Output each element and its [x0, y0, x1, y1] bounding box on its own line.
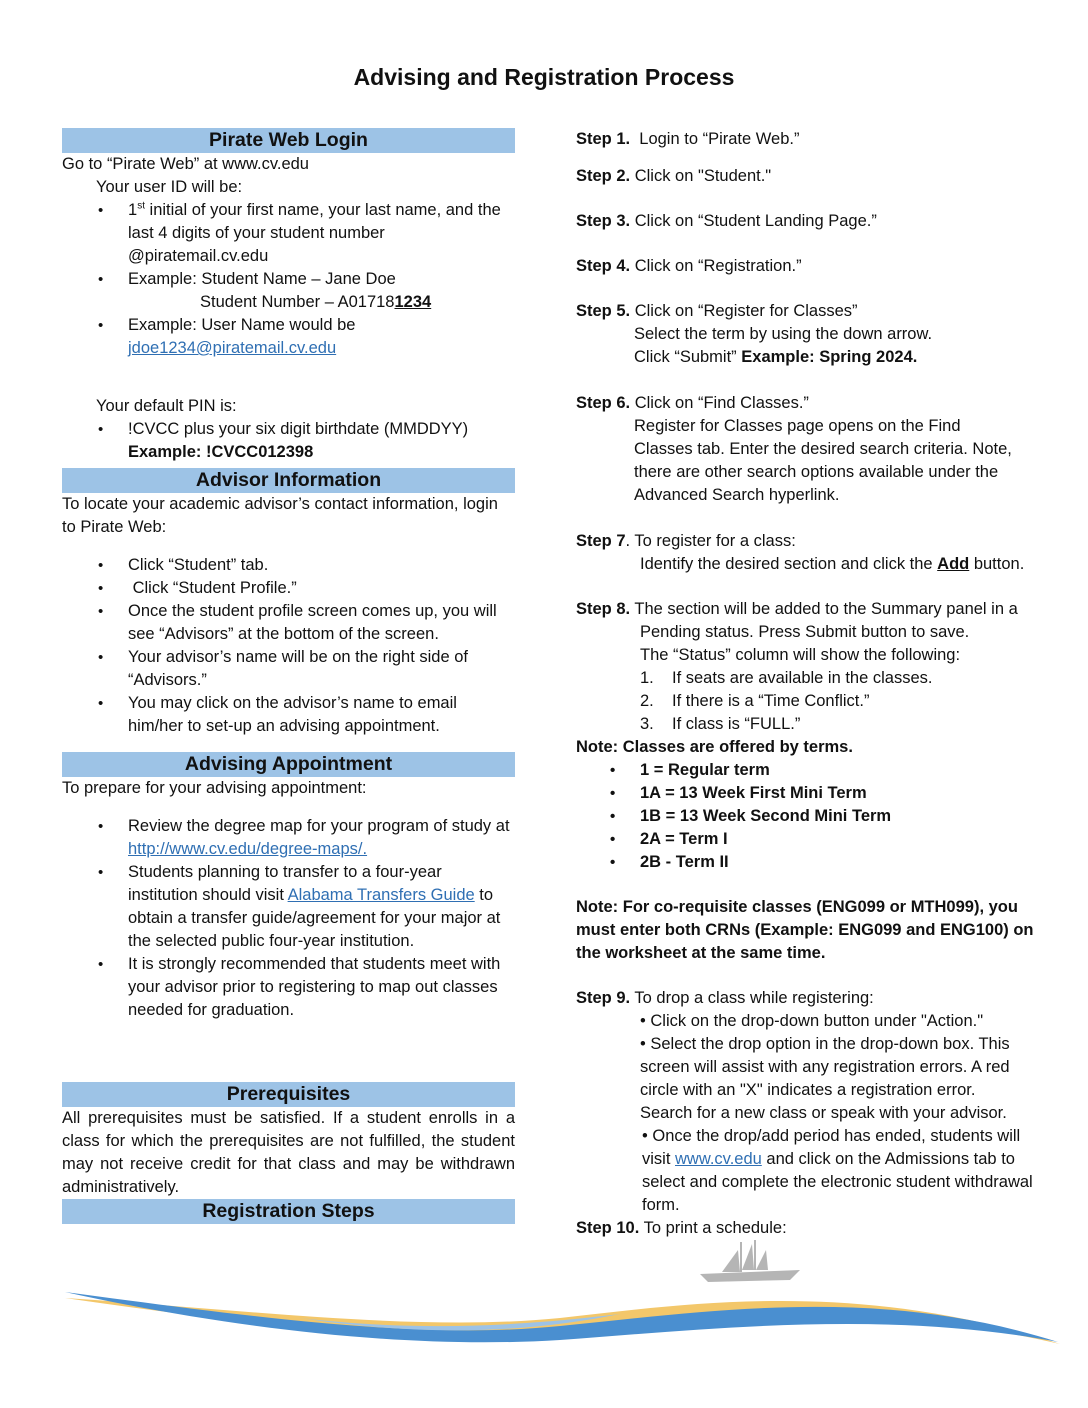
registration-steps-heading: Registration Steps — [62, 1199, 515, 1224]
example-email-link[interactable]: jdoe1234@piratemail.cv.edu — [128, 339, 337, 357]
step-5: Step 5. Click on “Register for Classes” Select the term by using the down arrow. Click “Submit” Example: Spring 2024. — [576, 302, 933, 366]
list-item: • Your advisor’s name will be on the right side of “Advisors.” — [62, 646, 515, 692]
alabama-transfers-guide-link[interactable]: Alabama Transfers Guide — [287, 886, 475, 904]
cv-edu-link[interactable]: www.cv.edu — [675, 1150, 762, 1168]
pin-label: Your default PIN is: — [96, 397, 237, 415]
note-terms: Note: Classes are offered by terms. — [576, 738, 853, 756]
prerequisites-heading: Prerequisites — [62, 1082, 515, 1107]
list-item: 3. If class is “FULL.” — [640, 715, 801, 733]
right-column — [576, 128, 1036, 1240]
user-id-label: Your user ID will be: — [96, 178, 243, 196]
list-item: • Example: Student Name – Jane Doe Student Number – A017181234 — [62, 268, 515, 314]
advisor-list — [62, 554, 515, 738]
list-item: • 2A = Term I — [576, 828, 1036, 851]
advisor-information-heading: Advisor Information — [62, 468, 515, 493]
list-item: • 2B - Term II — [576, 851, 1036, 874]
list-item: • 1A = 13 Week First Mini Term — [576, 782, 1036, 805]
step-4: Step 4. Click on “Registration.” — [576, 257, 802, 275]
step-9: Step 9. To drop a class while registering: • Click on the drop-down button under "Action." • Select the drop option in the drop-down box. This screen will assist with any registration errors. A red circle with an "X" indicates a registration error. Search for a new class or speak with your advisor. • Once the drop/add period has ended, students will visit www.cv.edu and click on the Admissions tab to select and complete the electronic student withdrawal form. — [576, 989, 1033, 1214]
list-item: • You may click on the advisor’s name to email him/her to set-up an advising appointment. — [62, 692, 515, 738]
list-item: • 1st initial of your first name, your last name, and the last 4 digits of your student number @piratemail.cv.edu — [62, 199, 515, 268]
left-column — [62, 128, 515, 1224]
appointment-list — [62, 815, 515, 1022]
list-item: • Example: User Name would be jdoe1234@piratemail.cv.edu — [62, 314, 515, 360]
list-item: • It is strongly recommended that students meet with your advisor prior to registering to map out classes needed for graduation. — [62, 953, 515, 1022]
list-item: 1. If seats are available in the classes. — [640, 669, 933, 687]
list-item: • 1B = 13 Week Second Mini Term — [576, 805, 1036, 828]
list-item: • 1 = Regular term — [576, 759, 1036, 782]
step-3: Step 3. Click on “Student Landing Page.” — [576, 212, 877, 230]
list-item: • Click “Student” tab. — [62, 554, 515, 577]
step-2: Step 2. Click on "Student." — [576, 167, 772, 185]
terms-list — [576, 759, 1036, 874]
list-item: • Once the student profile screen comes up, you will see “Advisors” at the bottom of the screen. — [62, 600, 515, 646]
list-item: • Review the degree map for your program of study at http://www.cv.edu/degree-maps/. — [62, 815, 515, 861]
login-intro: Go to “Pirate Web” at www.cv.edu — [62, 155, 309, 173]
step-7: Step 7. To register for a class: Identify the desired section and click the Add button. — [576, 532, 1025, 573]
list-item: • !CVCC plus your six digit birthdate (MMDDYY) Example: !CVCC012398 — [62, 418, 515, 464]
user-id-list — [62, 199, 515, 360]
list-item: • Students planning to transfer to a four-year institution should visit Alabama Transfers Guide to obtain a transfer guide/agreement for your major at the selected public four-year institution. — [62, 861, 515, 953]
note-corequisite: Note: For co-requisite classes (ENG099 or MTH099), you must enter both CRNs (Example: ENG099 and ENG100) on the worksheet at the same time. — [576, 898, 1034, 962]
ship-wave-icon — [0, 1240, 1088, 1370]
step-8: Step 8. The section will be added to the Summary panel in a Pending status. Press Submit button to save. The “Status” column will show the following: 1. If seats are available in the classes. 2. If there is a “Time Conflict.” 3. If class is “FULL.” — [576, 598, 1036, 736]
status-list — [576, 667, 1036, 736]
page-title: Advising and Registration Process — [353, 64, 735, 90]
prerequisites-text: All prerequisites must be satisfied. If a student enrolls in a class for which the prerequisites are not fulfilled, the student may not receive credit for that class and may be withdrawn administratively. — [62, 1109, 515, 1196]
step-1: Step 1. Login to “Pirate Web.” — [576, 130, 800, 148]
pin-list — [62, 418, 515, 464]
list-item: 2. If there is a “Time Conflict.” — [640, 692, 870, 710]
advisor-intro: To locate your academic advisor’s contact information, login to Pirate Web: — [62, 495, 498, 536]
appointment-intro: To prepare for your advising appointment: — [62, 779, 367, 797]
pirate-web-login-heading: Pirate Web Login — [62, 128, 515, 153]
list-item: • Click “Student Profile.” — [62, 577, 515, 600]
degree-maps-link[interactable]: http://www.cv.edu/degree-maps/. — [128, 840, 368, 858]
advising-appointment-heading: Advising Appointment — [62, 752, 515, 777]
step-10: Step 10. To print a schedule: — [576, 1219, 787, 1237]
step-6: Step 6. Click on “Find Classes.” Register for Classes page opens on the Find Classes tab. Enter the desired search criteria. Note, there are other search options available under the Advanced Search hyperlink. — [576, 394, 1012, 504]
